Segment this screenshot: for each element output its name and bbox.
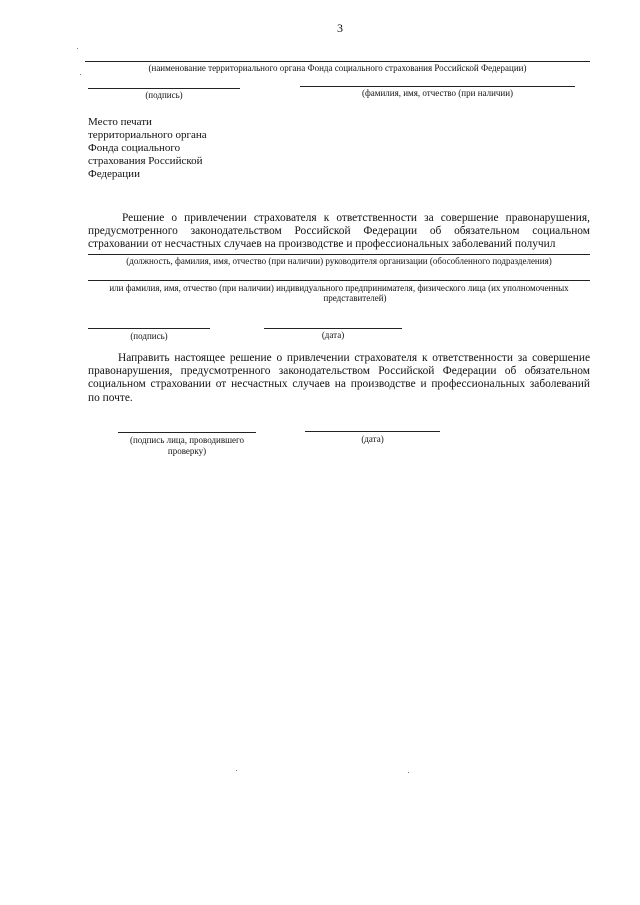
inspector-signature-caption-1: (подпись лица, проводившего xyxy=(129,435,245,445)
seal-place-line: Фонда социального xyxy=(88,142,181,154)
paragraph-line: по почте. xyxy=(88,391,133,404)
page-number: 3 xyxy=(337,21,343,35)
recipient-caption-1: (должность, фамилия, имя, отчество (при наличии) руководителя организации (обособленного подразделения) xyxy=(126,256,552,266)
official-fullname-caption: (фамилия, имя, отчество (при наличии) xyxy=(361,88,514,98)
recipient-date-line xyxy=(264,328,402,329)
official-signature-caption: (подпись) xyxy=(145,90,183,100)
paragraph-line: предусмотренного законодательством Российской Федерации об обязательном социальном xyxy=(88,225,590,238)
paragraph-line: Решение о привлечении страхователя к ответственности за совершение правонарушения, xyxy=(122,212,590,224)
official-fullname-line xyxy=(300,86,575,87)
decision-mailed-paragraph xyxy=(88,352,590,405)
fss-office-caption: (наименование территориального органа Фонда социального страхования Российской Федерации) xyxy=(148,63,527,73)
inspector-signature-line xyxy=(118,432,256,433)
seal-place-line: территориального органа xyxy=(88,129,207,141)
seal-place-text xyxy=(88,116,207,181)
official-signature-line xyxy=(88,88,240,89)
recipient-line-2 xyxy=(88,280,590,281)
recipient-date-caption: (дата) xyxy=(321,330,345,340)
scan-speck xyxy=(80,74,81,75)
paragraph-line: страховании от несчастных случаев на производстве и профессиональных заболеваний получил xyxy=(88,238,556,251)
recipient-signature-caption: (подпись) xyxy=(130,331,168,341)
recipient-line-1 xyxy=(88,254,590,255)
paragraph-line: правонарушения, предусмотренного законодательством Российской Федерации об обязательном xyxy=(88,365,590,378)
recipient-caption-3: представителей) xyxy=(323,293,387,303)
inspector-date-caption: (дата) xyxy=(361,434,384,444)
scan-speck xyxy=(236,770,237,771)
scan-speck xyxy=(408,772,409,773)
decision-received-paragraph xyxy=(88,212,590,252)
seal-place-line: Федерации xyxy=(88,168,140,180)
seal-place-line: страхования Российской xyxy=(88,155,203,167)
seal-place-line: Место печати xyxy=(88,116,152,128)
fss-office-line xyxy=(85,61,590,62)
paragraph-line: Направить настоящее решение о привлечении страхователя к ответственности за совершение xyxy=(118,352,590,364)
recipient-signature-line xyxy=(88,328,210,329)
inspector-signature-caption-2: проверку) xyxy=(167,446,207,456)
paragraph-line: социальном страховании от несчастных случаев на производстве и профессиональных заболеваний xyxy=(88,378,590,391)
recipient-caption-2: или фамилия, имя, отчество (при наличии) индивидуального предпринимателя, физического лица (их уполномоченных xyxy=(109,283,569,293)
scan-speck xyxy=(77,48,78,49)
inspector-date-line xyxy=(305,431,440,432)
